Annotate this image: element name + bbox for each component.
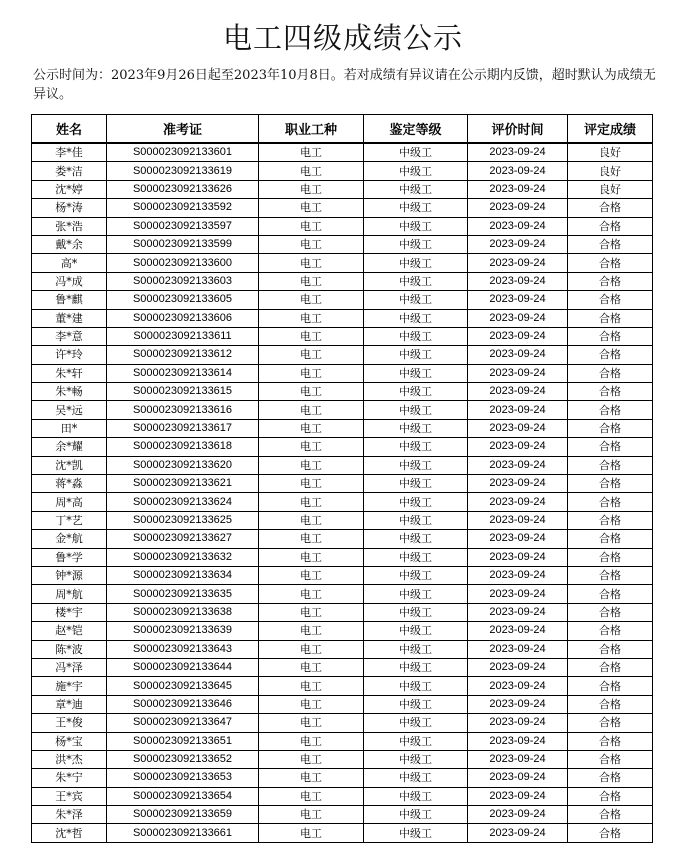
ticket-number-cell: S000023092133606 bbox=[107, 309, 259, 327]
evaluation-date-cell: 2023-09-24 bbox=[468, 750, 568, 768]
level-cell: 中级工 bbox=[364, 419, 468, 437]
ticket-number-cell: S000023092133597 bbox=[107, 217, 259, 235]
level-cell: 中级工 bbox=[364, 806, 468, 824]
header-evaluation-date: 评价时间 bbox=[468, 115, 568, 144]
occupation-cell: 电工 bbox=[259, 327, 364, 345]
name-cell: 鲁*麒 bbox=[32, 291, 107, 309]
ticket-number-cell: S000023092133619 bbox=[107, 162, 259, 180]
table-row bbox=[32, 695, 653, 713]
occupation-cell: 电工 bbox=[259, 162, 364, 180]
result-cell: 合格 bbox=[568, 732, 653, 750]
table-row bbox=[32, 475, 653, 493]
name-cell: 朱*畅 bbox=[32, 383, 107, 401]
ticket-number-cell: S000023092133646 bbox=[107, 695, 259, 713]
name-cell: 娄*洁 bbox=[32, 162, 107, 180]
name-cell: 朱*轩 bbox=[32, 364, 107, 382]
table-row bbox=[32, 806, 653, 824]
occupation-cell: 电工 bbox=[259, 199, 364, 217]
ticket-number-cell: S000023092133626 bbox=[107, 180, 259, 198]
occupation-cell: 电工 bbox=[259, 419, 364, 437]
name-cell: 沈*婷 bbox=[32, 180, 107, 198]
occupation-cell: 电工 bbox=[259, 401, 364, 419]
ticket-number-cell: S000023092133625 bbox=[107, 511, 259, 529]
name-cell: 冯*泽 bbox=[32, 658, 107, 676]
ticket-number-cell: S000023092133620 bbox=[107, 456, 259, 474]
result-cell: 合格 bbox=[568, 309, 653, 327]
result-cell: 合格 bbox=[568, 566, 653, 584]
table-row bbox=[32, 585, 653, 603]
table-row bbox=[32, 401, 653, 419]
ticket-number-cell: S000023092133653 bbox=[107, 769, 259, 787]
evaluation-date-cell: 2023-09-24 bbox=[468, 824, 568, 842]
level-cell: 中级工 bbox=[364, 199, 468, 217]
level-cell: 中级工 bbox=[364, 493, 468, 511]
occupation-cell: 电工 bbox=[259, 475, 364, 493]
evaluation-date-cell: 2023-09-24 bbox=[468, 566, 568, 584]
result-cell: 合格 bbox=[568, 456, 653, 474]
level-cell: 中级工 bbox=[364, 732, 468, 750]
table-row bbox=[32, 750, 653, 768]
name-cell: 洪*杰 bbox=[32, 750, 107, 768]
ticket-number-cell: S000023092133612 bbox=[107, 346, 259, 364]
result-cell: 良好 bbox=[568, 162, 653, 180]
result-cell: 合格 bbox=[568, 640, 653, 658]
name-cell: 张*浩 bbox=[32, 217, 107, 235]
ticket-number-cell: S000023092133599 bbox=[107, 235, 259, 253]
results-table bbox=[31, 114, 653, 843]
result-cell: 合格 bbox=[568, 475, 653, 493]
result-cell: 合格 bbox=[568, 824, 653, 842]
ticket-number-cell: S000023092133614 bbox=[107, 364, 259, 382]
name-cell: 许*玲 bbox=[32, 346, 107, 364]
evaluation-date-cell: 2023-09-24 bbox=[468, 309, 568, 327]
result-cell: 合格 bbox=[568, 769, 653, 787]
evaluation-date-cell: 2023-09-24 bbox=[468, 346, 568, 364]
evaluation-date-cell: 2023-09-24 bbox=[468, 530, 568, 548]
result-cell: 合格 bbox=[568, 419, 653, 437]
header-ticket-number: 准考证 bbox=[107, 115, 259, 144]
level-cell: 中级工 bbox=[364, 511, 468, 529]
ticket-number-cell: S000023092133632 bbox=[107, 548, 259, 566]
table-row bbox=[32, 235, 653, 253]
name-cell: 朱*宁 bbox=[32, 769, 107, 787]
occupation-cell: 电工 bbox=[259, 346, 364, 364]
ticket-number-cell: S000023092133652 bbox=[107, 750, 259, 768]
evaluation-date-cell: 2023-09-24 bbox=[468, 364, 568, 382]
level-cell: 中级工 bbox=[364, 143, 468, 162]
level-cell: 中级工 bbox=[364, 291, 468, 309]
name-cell: 鲁*学 bbox=[32, 548, 107, 566]
table-row bbox=[32, 327, 653, 345]
evaluation-date-cell: 2023-09-24 bbox=[468, 162, 568, 180]
evaluation-date-cell: 2023-09-24 bbox=[468, 180, 568, 198]
evaluation-date-cell: 2023-09-24 bbox=[468, 383, 568, 401]
name-cell: 周*高 bbox=[32, 493, 107, 511]
level-cell: 中级工 bbox=[364, 456, 468, 474]
level-cell: 中级工 bbox=[364, 327, 468, 345]
name-cell: 李*佳 bbox=[32, 143, 107, 162]
table-row bbox=[32, 199, 653, 217]
page-title: 电工四级成绩公示 bbox=[222, 21, 463, 55]
table-header-row bbox=[32, 115, 653, 144]
occupation-cell: 电工 bbox=[259, 695, 364, 713]
table-row bbox=[32, 254, 653, 272]
occupation-cell: 电工 bbox=[259, 732, 364, 750]
level-cell: 中级工 bbox=[364, 750, 468, 768]
ticket-number-cell: S000023092133617 bbox=[107, 419, 259, 437]
name-cell: 余*耀 bbox=[32, 438, 107, 456]
ticket-number-cell: S000023092133635 bbox=[107, 585, 259, 603]
evaluation-date-cell: 2023-09-24 bbox=[468, 603, 568, 621]
table-row bbox=[32, 364, 653, 382]
occupation-cell: 电工 bbox=[259, 217, 364, 235]
occupation-cell: 电工 bbox=[259, 309, 364, 327]
evaluation-date-cell: 2023-09-24 bbox=[468, 438, 568, 456]
level-cell: 中级工 bbox=[364, 475, 468, 493]
table-row bbox=[32, 566, 653, 584]
level-cell: 中级工 bbox=[364, 603, 468, 621]
name-cell: 金*航 bbox=[32, 530, 107, 548]
occupation-cell: 电工 bbox=[259, 769, 364, 787]
name-cell: 周*航 bbox=[32, 585, 107, 603]
evaluation-date-cell: 2023-09-24 bbox=[468, 585, 568, 603]
level-cell: 中级工 bbox=[364, 677, 468, 695]
result-cell: 合格 bbox=[568, 677, 653, 695]
name-cell: 杨*宝 bbox=[32, 732, 107, 750]
result-cell: 合格 bbox=[568, 750, 653, 768]
table-row bbox=[32, 769, 653, 787]
table-row bbox=[32, 180, 653, 198]
result-cell: 合格 bbox=[568, 603, 653, 621]
result-cell: 合格 bbox=[568, 199, 653, 217]
evaluation-date-cell: 2023-09-24 bbox=[468, 695, 568, 713]
ticket-number-cell: S000023092133651 bbox=[107, 732, 259, 750]
ticket-number-cell: S000023092133659 bbox=[107, 806, 259, 824]
result-cell: 合格 bbox=[568, 493, 653, 511]
level-cell: 中级工 bbox=[364, 254, 468, 272]
occupation-cell: 电工 bbox=[259, 824, 364, 842]
occupation-cell: 电工 bbox=[259, 548, 364, 566]
evaluation-date-cell: 2023-09-24 bbox=[468, 732, 568, 750]
level-cell: 中级工 bbox=[364, 309, 468, 327]
table-row bbox=[32, 658, 653, 676]
table-row bbox=[32, 162, 653, 180]
name-cell: 蒋*淼 bbox=[32, 475, 107, 493]
occupation-cell: 电工 bbox=[259, 603, 364, 621]
evaluation-date-cell: 2023-09-24 bbox=[468, 254, 568, 272]
level-cell: 中级工 bbox=[364, 566, 468, 584]
ticket-number-cell: S000023092133618 bbox=[107, 438, 259, 456]
level-cell: 中级工 bbox=[364, 383, 468, 401]
result-cell: 合格 bbox=[568, 272, 653, 290]
occupation-cell: 电工 bbox=[259, 714, 364, 732]
table-row bbox=[32, 217, 653, 235]
table-row bbox=[32, 548, 653, 566]
evaluation-date-cell: 2023-09-24 bbox=[468, 658, 568, 676]
notice-text: 公示时间为：2023年9月26日起至2023年10月8日。若对成绩有异议请在公示期内反馈，超时默认为成绩无异议。 bbox=[33, 68, 656, 102]
evaluation-date-cell: 2023-09-24 bbox=[468, 640, 568, 658]
occupation-cell: 电工 bbox=[259, 235, 364, 253]
ticket-number-cell: S000023092133645 bbox=[107, 677, 259, 695]
name-cell: 杨*涛 bbox=[32, 199, 107, 217]
occupation-cell: 电工 bbox=[259, 511, 364, 529]
evaluation-date-cell: 2023-09-24 bbox=[468, 199, 568, 217]
name-cell: 朱*泽 bbox=[32, 806, 107, 824]
ticket-number-cell: S000023092133600 bbox=[107, 254, 259, 272]
level-cell: 中级工 bbox=[364, 217, 468, 235]
result-cell: 合格 bbox=[568, 254, 653, 272]
table-body bbox=[32, 143, 653, 842]
name-cell: 施*宇 bbox=[32, 677, 107, 695]
name-cell: 高* bbox=[32, 254, 107, 272]
occupation-cell: 电工 bbox=[259, 658, 364, 676]
name-cell: 田* bbox=[32, 419, 107, 437]
ticket-number-cell: S000023092133615 bbox=[107, 383, 259, 401]
evaluation-date-cell: 2023-09-24 bbox=[468, 401, 568, 419]
occupation-cell: 电工 bbox=[259, 143, 364, 162]
evaluation-date-cell: 2023-09-24 bbox=[468, 493, 568, 511]
name-cell: 章*迪 bbox=[32, 695, 107, 713]
table-row bbox=[32, 143, 653, 162]
ticket-number-cell: S000023092133592 bbox=[107, 199, 259, 217]
table-row bbox=[32, 419, 653, 437]
ticket-number-cell: S000023092133624 bbox=[107, 493, 259, 511]
level-cell: 中级工 bbox=[364, 658, 468, 676]
evaluation-date-cell: 2023-09-24 bbox=[468, 677, 568, 695]
result-cell: 合格 bbox=[568, 383, 653, 401]
ticket-number-cell: S000023092133611 bbox=[107, 327, 259, 345]
evaluation-date-cell: 2023-09-24 bbox=[468, 511, 568, 529]
result-cell: 合格 bbox=[568, 511, 653, 529]
level-cell: 中级工 bbox=[364, 346, 468, 364]
name-cell: 陈*波 bbox=[32, 640, 107, 658]
evaluation-date-cell: 2023-09-24 bbox=[468, 419, 568, 437]
ticket-number-cell: S000023092133601 bbox=[107, 143, 259, 162]
evaluation-date-cell: 2023-09-24 bbox=[468, 272, 568, 290]
occupation-cell: 电工 bbox=[259, 438, 364, 456]
ticket-number-cell: S000023092133643 bbox=[107, 640, 259, 658]
level-cell: 中级工 bbox=[364, 180, 468, 198]
header-level: 鉴定等级 bbox=[364, 115, 468, 144]
occupation-cell: 电工 bbox=[259, 493, 364, 511]
ticket-number-cell: S000023092133627 bbox=[107, 530, 259, 548]
ticket-number-cell: S000023092133621 bbox=[107, 475, 259, 493]
result-cell: 良好 bbox=[568, 143, 653, 162]
table-row bbox=[32, 456, 653, 474]
occupation-cell: 电工 bbox=[259, 566, 364, 584]
occupation-cell: 电工 bbox=[259, 456, 364, 474]
table-row bbox=[32, 824, 653, 842]
evaluation-date-cell: 2023-09-24 bbox=[468, 143, 568, 162]
occupation-cell: 电工 bbox=[259, 622, 364, 640]
ticket-number-cell: S000023092133603 bbox=[107, 272, 259, 290]
table-row bbox=[32, 603, 653, 621]
occupation-cell: 电工 bbox=[259, 180, 364, 198]
evaluation-date-cell: 2023-09-24 bbox=[468, 217, 568, 235]
table-row bbox=[32, 346, 653, 364]
level-cell: 中级工 bbox=[364, 364, 468, 382]
evaluation-date-cell: 2023-09-24 bbox=[468, 714, 568, 732]
evaluation-date-cell: 2023-09-24 bbox=[468, 291, 568, 309]
level-cell: 中级工 bbox=[364, 695, 468, 713]
name-cell: 沈*凯 bbox=[32, 456, 107, 474]
result-cell: 合格 bbox=[568, 327, 653, 345]
evaluation-date-cell: 2023-09-24 bbox=[468, 769, 568, 787]
occupation-cell: 电工 bbox=[259, 677, 364, 695]
evaluation-date-cell: 2023-09-24 bbox=[468, 327, 568, 345]
result-cell: 合格 bbox=[568, 787, 653, 805]
table-row bbox=[32, 677, 653, 695]
evaluation-date-cell: 2023-09-24 bbox=[468, 235, 568, 253]
table-row bbox=[32, 640, 653, 658]
ticket-number-cell: S000023092133654 bbox=[107, 787, 259, 805]
header-result: 评定成绩 bbox=[568, 115, 653, 144]
result-cell: 合格 bbox=[568, 346, 653, 364]
level-cell: 中级工 bbox=[364, 787, 468, 805]
ticket-number-cell: S000023092133647 bbox=[107, 714, 259, 732]
occupation-cell: 电工 bbox=[259, 787, 364, 805]
header-occupation: 职业工种 bbox=[259, 115, 364, 144]
table-row bbox=[32, 272, 653, 290]
occupation-cell: 电工 bbox=[259, 750, 364, 768]
level-cell: 中级工 bbox=[364, 714, 468, 732]
name-cell: 董*建 bbox=[32, 309, 107, 327]
table-row bbox=[32, 309, 653, 327]
evaluation-date-cell: 2023-09-24 bbox=[468, 548, 568, 566]
table-row bbox=[32, 438, 653, 456]
table-row bbox=[32, 714, 653, 732]
name-cell: 丁*艺 bbox=[32, 511, 107, 529]
ticket-number-cell: S000023092133616 bbox=[107, 401, 259, 419]
level-cell: 中级工 bbox=[364, 824, 468, 842]
evaluation-date-cell: 2023-09-24 bbox=[468, 622, 568, 640]
result-cell: 合格 bbox=[568, 806, 653, 824]
occupation-cell: 电工 bbox=[259, 383, 364, 401]
result-cell: 合格 bbox=[568, 401, 653, 419]
result-cell: 合格 bbox=[568, 548, 653, 566]
occupation-cell: 电工 bbox=[259, 530, 364, 548]
name-cell: 戴*余 bbox=[32, 235, 107, 253]
occupation-cell: 电工 bbox=[259, 806, 364, 824]
table-row bbox=[32, 493, 653, 511]
level-cell: 中级工 bbox=[364, 640, 468, 658]
ticket-number-cell: S000023092133634 bbox=[107, 566, 259, 584]
result-cell: 合格 bbox=[568, 585, 653, 603]
header-name: 姓名 bbox=[32, 115, 107, 144]
result-cell: 合格 bbox=[568, 291, 653, 309]
occupation-cell: 电工 bbox=[259, 585, 364, 603]
result-cell: 合格 bbox=[568, 530, 653, 548]
name-cell: 王*俊 bbox=[32, 714, 107, 732]
result-cell: 合格 bbox=[568, 714, 653, 732]
evaluation-date-cell: 2023-09-24 bbox=[468, 456, 568, 474]
level-cell: 中级工 bbox=[364, 272, 468, 290]
result-cell: 合格 bbox=[568, 235, 653, 253]
ticket-number-cell: S000023092133639 bbox=[107, 622, 259, 640]
evaluation-date-cell: 2023-09-24 bbox=[468, 787, 568, 805]
ticket-number-cell: S000023092133638 bbox=[107, 603, 259, 621]
level-cell: 中级工 bbox=[364, 235, 468, 253]
name-cell: 楼*宇 bbox=[32, 603, 107, 621]
level-cell: 中级工 bbox=[364, 162, 468, 180]
table-row bbox=[32, 530, 653, 548]
evaluation-date-cell: 2023-09-24 bbox=[468, 475, 568, 493]
name-cell: 沈*哲 bbox=[32, 824, 107, 842]
ticket-number-cell: S000023092133644 bbox=[107, 658, 259, 676]
name-cell: 吴*远 bbox=[32, 401, 107, 419]
result-cell: 合格 bbox=[568, 438, 653, 456]
level-cell: 中级工 bbox=[364, 769, 468, 787]
result-cell: 良好 bbox=[568, 180, 653, 198]
table-row bbox=[32, 732, 653, 750]
result-cell: 合格 bbox=[568, 364, 653, 382]
occupation-cell: 电工 bbox=[259, 364, 364, 382]
level-cell: 中级工 bbox=[364, 530, 468, 548]
ticket-number-cell: S000023092133661 bbox=[107, 824, 259, 842]
name-cell: 王*宾 bbox=[32, 787, 107, 805]
table-row bbox=[32, 511, 653, 529]
occupation-cell: 电工 bbox=[259, 254, 364, 272]
name-cell: 李*意 bbox=[32, 327, 107, 345]
level-cell: 中级工 bbox=[364, 548, 468, 566]
evaluation-date-cell: 2023-09-24 bbox=[468, 806, 568, 824]
table-row bbox=[32, 622, 653, 640]
ticket-number-cell: S000023092133605 bbox=[107, 291, 259, 309]
level-cell: 中级工 bbox=[364, 622, 468, 640]
table-row bbox=[32, 291, 653, 309]
table-row bbox=[32, 383, 653, 401]
level-cell: 中级工 bbox=[364, 438, 468, 456]
result-cell: 合格 bbox=[568, 622, 653, 640]
occupation-cell: 电工 bbox=[259, 291, 364, 309]
level-cell: 中级工 bbox=[364, 401, 468, 419]
name-cell: 赵*铠 bbox=[32, 622, 107, 640]
table-row bbox=[32, 787, 653, 805]
result-cell: 合格 bbox=[568, 695, 653, 713]
result-cell: 合格 bbox=[568, 217, 653, 235]
result-cell: 合格 bbox=[568, 658, 653, 676]
occupation-cell: 电工 bbox=[259, 640, 364, 658]
level-cell: 中级工 bbox=[364, 585, 468, 603]
occupation-cell: 电工 bbox=[259, 272, 364, 290]
name-cell: 冯*成 bbox=[32, 272, 107, 290]
name-cell: 钟*源 bbox=[32, 566, 107, 584]
